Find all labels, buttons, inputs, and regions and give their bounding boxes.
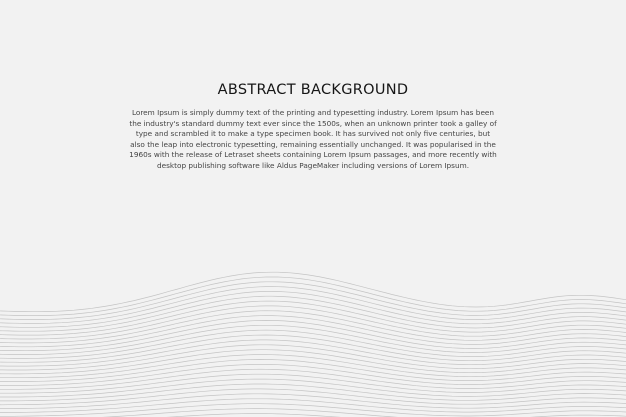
wave-line <box>0 350 626 374</box>
wave-line <box>0 306 626 339</box>
wave-line <box>0 277 626 316</box>
wave-line <box>0 325 626 354</box>
wave-line <box>0 374 626 393</box>
wave-line <box>0 345 626 370</box>
wave-line <box>0 272 626 312</box>
body-paragraph: Lorem Ipsum is simply dummy text of the printing and typesetting industry. Lorem Ipsum has been the industry's standard dummy text ever since the 1500s, when an unknown printer took a galley of type and scrambled it to make a type specimen book. It has survived not only five centuries, but also the leap into electronic typesetting, remaining essentially unchanged. It was popularised in the 1960s with the release of Letraset sheets containing Lorem Ipsum passages, and more recently with desktop publishing software like Aldus PageMaker including versions of Lorem Ipsum. <box>129 108 497 170</box>
text-block <box>128 80 498 172</box>
page-title: ABSTRACT BACKGROUND <box>217 82 409 98</box>
